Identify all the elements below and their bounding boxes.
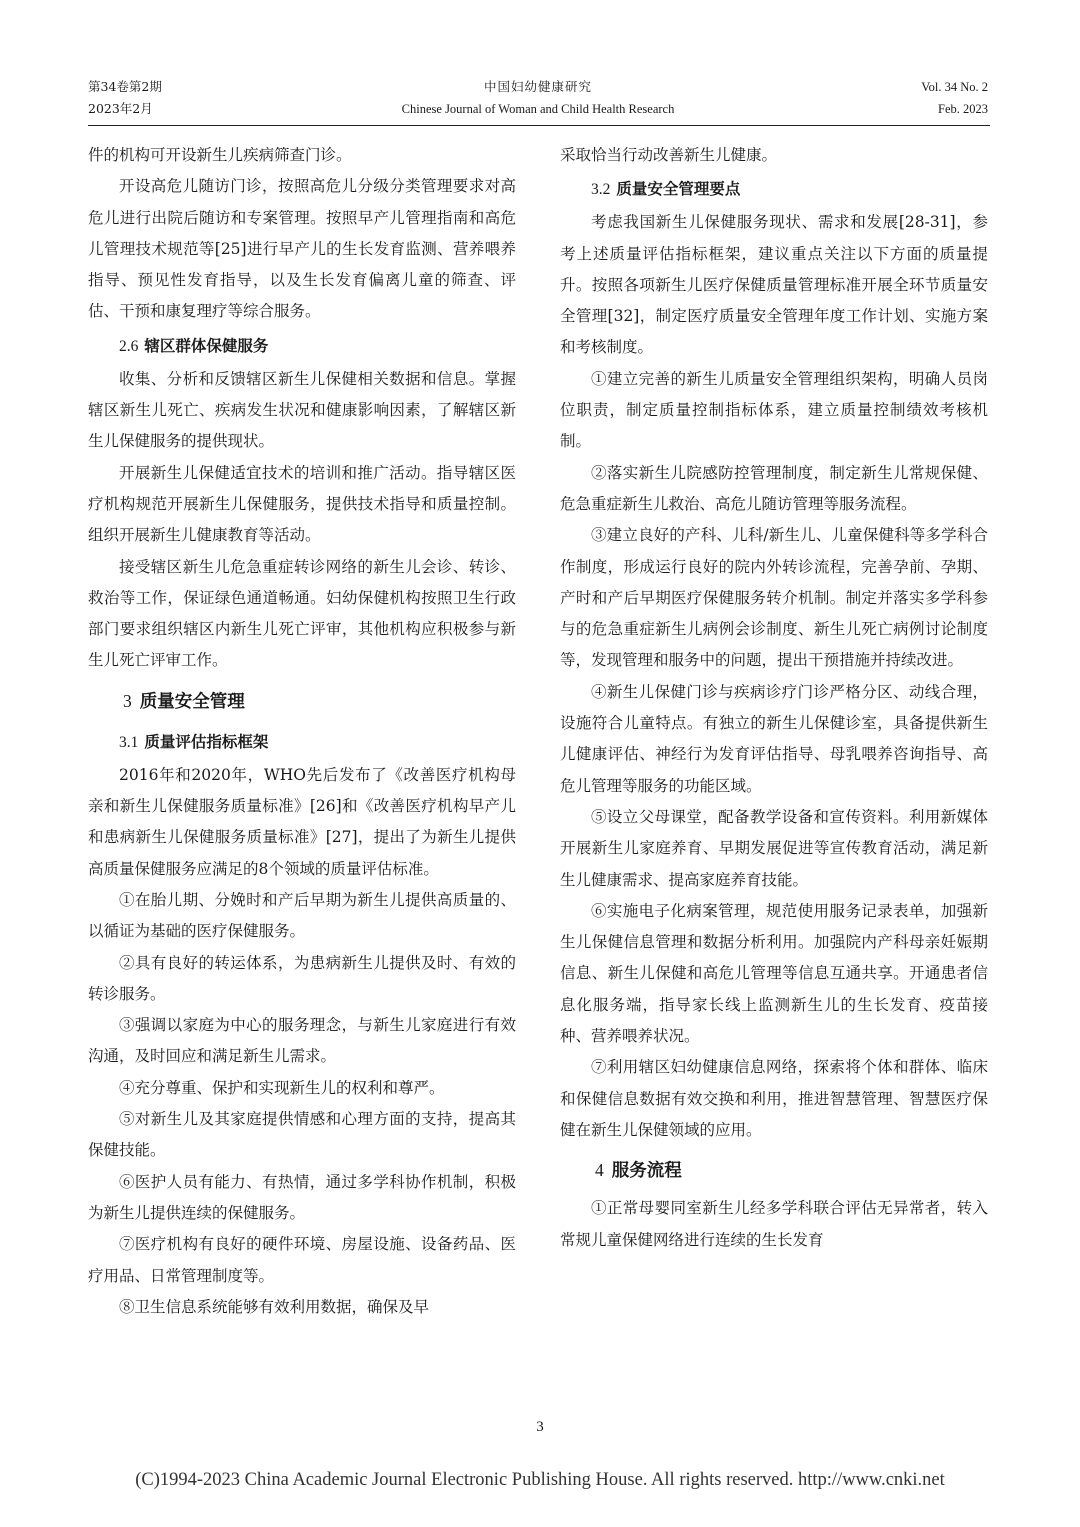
list-item: ②具有良好的转运体系，为患病新生儿提供及时、有效的转诊服务。 — [88, 953, 516, 1003]
list-item: ⑥医护人员有能力、有热情，通过多学科协作机制，积极为新生儿提供连续的保健服务。 — [88, 1172, 516, 1222]
subsection-heading-2-6 — [88, 328, 516, 364]
paragraph: 采取恰当行动改善新生儿健康。 — [560, 146, 778, 164]
list-item: ⑥实施电子化病案管理，规范使用服务记录表单，加强新生儿保健信息管理和数据分析利用。加强院内产科母亲妊娠期信息、新生儿保健和高危儿管理等信息互通共享。开通患者信息化服务端，指导家长线上监测新生儿的生长发育、疫苗接种、营养喂养状况。 — [560, 901, 988, 1046]
heading-title: 服务流程 — [611, 1161, 682, 1182]
list-item: ⑦医疗机构有良好的硬件环境、房屋设施、设备药品、医疗用品、日常管理制度等。 — [88, 1235, 516, 1285]
heading-title: 质量评估指标框架 — [144, 731, 269, 751]
paragraph: 开设高危儿随访门诊，按照高危儿分级分类管理要求对高危儿进行出院后随访和专案管理。按照早产儿管理指南和高危儿管理技术规范等[25]进行早产儿的生长发育监测、营养喂养指导、预见性发育指导，以及生长发育偏离儿童的筛查、评估、干预和康复理疗等综合服务。 — [88, 177, 516, 321]
list-item: ④充分尊重、保护和实现新生儿的权利和尊严。 — [119, 1078, 445, 1097]
list-item: ④新生儿保健门诊与疾病诊疗门诊严格分区、动线合理，设施符合儿童特点。有独立的新生儿保健诊室，具备提供新生儿健康评估、神经行为发育评估指导、母乳喂养咨询指导、高危儿管理等服务的功能区域。 — [560, 682, 988, 795]
paragraph: 开展新生儿保健适宜技术的培训和推广活动。指导辖区医疗机构规范开展新生儿保健服务，提供技术指导和质量控制。组织开展新生儿健康教育等活动。 — [88, 463, 516, 545]
volume-issue-en: Vol. 34 No. 2 — [921, 80, 988, 94]
list-item: ②落实新生儿院感防控管理制度，制定新生儿常规保健、危急重症新生儿救治、高危儿随访管理等服务流程。 — [560, 463, 988, 513]
paragraph: 接受辖区新生儿危急重症转诊网络的新生儿会诊、转诊、救治等工作，保证绿色通道畅通。妇幼保健机构按照卫生行政部门要求组织辖区内新生儿死亡评审，其他机构应积极参与新生儿死亡评审工作。 — [88, 557, 516, 670]
section-heading-4 — [560, 1152, 988, 1189]
heading-number: 4 — [595, 1160, 604, 1181]
heading-title: 辖区群体保健服务 — [144, 335, 269, 355]
copyright-footer: (C)1994-2023 China Academic Journal Electronic Publishing House. All rights reserved. http://www.cnki.net — [135, 1470, 945, 1490]
date-en: Feb. 2023 — [938, 102, 988, 116]
heading-number: 2.6 — [119, 337, 139, 355]
list-item: ①在胎儿期、分娩时和产后早期为新生儿提供高质量的、以循证为基础的医疗保健服务。 — [88, 890, 516, 941]
heading-title: 质量安全管理要点 — [616, 179, 741, 199]
subsection-heading-3-2 — [560, 171, 988, 207]
header-rule — [88, 125, 990, 126]
list-item: ⑤对新生儿及其家庭提供情感和心理方面的支持，提高其保健技能。 — [88, 1110, 516, 1160]
journal-title-en: Chinese Journal of Woman and Child Health Research — [401, 102, 675, 116]
date-cn: 2023年2月 — [88, 101, 153, 116]
heading-number: 3 — [123, 690, 132, 711]
section-heading-3 — [88, 683, 516, 720]
heading-number: 3.1 — [119, 733, 139, 751]
volume-issue-cn: 第34卷第2期 — [88, 79, 162, 94]
header-right — [921, 76, 988, 120]
right-column — [560, 140, 988, 1256]
page-number: 3 — [536, 1419, 544, 1435]
list-item: ⑤设立父母课堂，配备教学设备和宣传资料。利用新媒体开展新生儿家庭养育、早期发展促进等宣传教育活动，满足新生儿健康需求、提高家庭养育技能。 — [560, 807, 988, 889]
list-item: ⑦利用辖区妇幼健康信息网络，探索将个体和群体、临床和保健信息数据有效交换和利用，推进智慧管理、智慧医疗保健在新生儿保健领域的应用。 — [560, 1058, 988, 1139]
list-item: ①建立完善的新生儿质量安全管理组织架构，明确人员岗位职责，制定质量控制指标体系，建立质量控制绩效考核机制。 — [560, 369, 988, 451]
subsection-heading-3-1 — [88, 724, 516, 760]
list-item: ③建立良好的产科、儿科/新生儿、儿童保健科等多学科合作制度，形成运行良好的院内外转诊流程，完善孕前、孕期、产时和产后早期医疗保健服务转介机制。制定并落实多学科参与的危急重症新生儿病例会诊制度、新生儿死亡病例讨论制度等，发现管理和服务中的问题，提出干预措施并持续改进。 — [560, 526, 988, 670]
paragraph: 件的机构可开设新生儿疾病筛查门诊。 — [88, 146, 352, 164]
list-item: ①正常母婴同室新生儿经多学科联合评估无异常者，转入常规儿童保健网络进行连续的生长发育 — [560, 1199, 988, 1249]
heading-title: 质量安全管理 — [139, 691, 245, 712]
running-header — [88, 76, 988, 122]
header-center — [88, 76, 988, 120]
paragraph: 2016年和2020年，WHO先后发布了《改善医疗机构母亲和新生儿保健服务质量标准》[26]和《改善医疗机构早产儿和患病新生儿保健服务质量标准》[27]，提出了为新生儿提供高质量保健服务应满足的8个领域的质量评估标准。 — [88, 765, 516, 878]
list-item: ③强调以家庭为中心的服务理念，与新生儿家庭进行有效沟通，及时回应和满足新生儿需求。 — [88, 1016, 516, 1066]
heading-number: 3.2 — [591, 181, 611, 199]
journal-title-cn: 中国妇幼健康研究 — [483, 79, 592, 94]
list-item: ⑧卫生信息系统能够有效利用数据，确保及早 — [119, 1297, 430, 1316]
paragraph: 收集、分析和反馈辖区新生儿保健相关数据和信息。掌握辖区新生儿死亡、疾病发生状况和健康影响因素，了解辖区新生儿保健服务的提供现状。 — [88, 369, 516, 451]
left-column — [88, 140, 516, 1323]
paragraph: 考虑我国新生儿保健服务现状、需求和发展[28-31]，参考上述质量评估指标框架，建议重点关注以下方面的质量提升。按照各项新生儿医疗保健质量管理标准开展全环节质量安全管理[32]，制定医疗质量安全管理年度工作计划、实施方案和考核制度。 — [560, 213, 988, 357]
